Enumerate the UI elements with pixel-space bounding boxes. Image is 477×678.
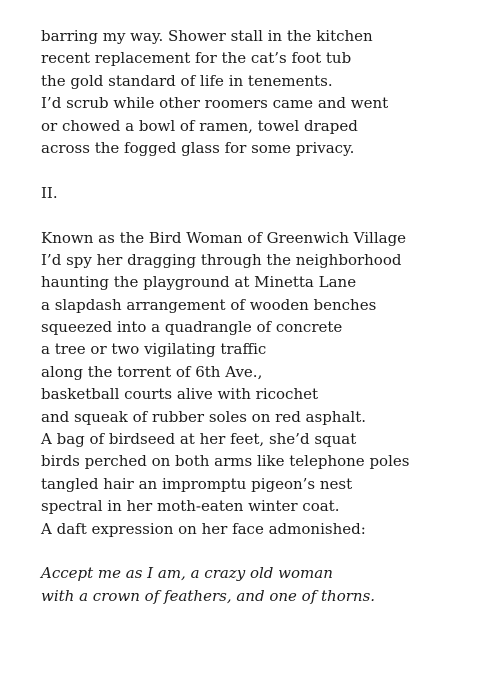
- poem-line: and squeak of rubber soles on red asphalt.: [41, 407, 366, 426]
- poem-line: across the fogged glass for some privacy.: [41, 138, 355, 157]
- poem-line: I’d scrub while other roomers came and went: [41, 94, 389, 113]
- poem-line: squeezed into a quadrangle of concrete: [41, 318, 343, 337]
- poem-line: or chowed a bowl of ramen, towel draped: [41, 116, 358, 135]
- poem-line: tangled hair an impromptu pigeon’s nest: [41, 474, 353, 493]
- poem-line: A daft expression on her face admonished:: [41, 519, 366, 538]
- poem-line: recent replacement for the cat’s foot tub: [41, 49, 352, 68]
- stanza-break: [41, 159, 471, 181]
- section-heading: II.: [41, 183, 58, 202]
- poem-line: Known as the Bird Woman of Greenwich Village: [41, 228, 407, 247]
- stanza-break: [41, 204, 471, 226]
- poem-line: along the torrent of 6th Ave.,: [41, 362, 263, 381]
- stanza-break: [41, 540, 471, 562]
- poem-line: basketball courts alive with ricochet: [41, 385, 319, 404]
- poem-line: barring my way. Shower stall in the kitchen: [41, 27, 373, 45]
- poem-line: I’d spy her dragging through the neighborhood: [41, 250, 402, 269]
- poem-line: spectral in her moth-eaten winter coat.: [41, 497, 340, 516]
- poem-line: birds perched on both arms like telephone poles: [41, 452, 410, 471]
- stanza-2: [41, 227, 471, 540]
- poem-page: [41, 25, 471, 607]
- poem-line: a slapdash arrangement of wooden benches: [41, 295, 377, 314]
- poem-line: A bag of birdseed at her feet, she’d squat: [41, 430, 357, 449]
- italic-couplet: [41, 562, 471, 607]
- poem-line: haunting the playground at Minetta Lane: [41, 273, 357, 292]
- poem-line: the gold standard of life in tenements.: [41, 71, 333, 90]
- poem-line: Accept me as I am, a crazy old woman: [41, 564, 333, 583]
- poem-line: with a crown of feathers, and one of thorns.: [41, 586, 376, 605]
- poem-line: a tree or two vigilating traffic: [41, 340, 267, 359]
- stanza-1: [41, 25, 471, 159]
